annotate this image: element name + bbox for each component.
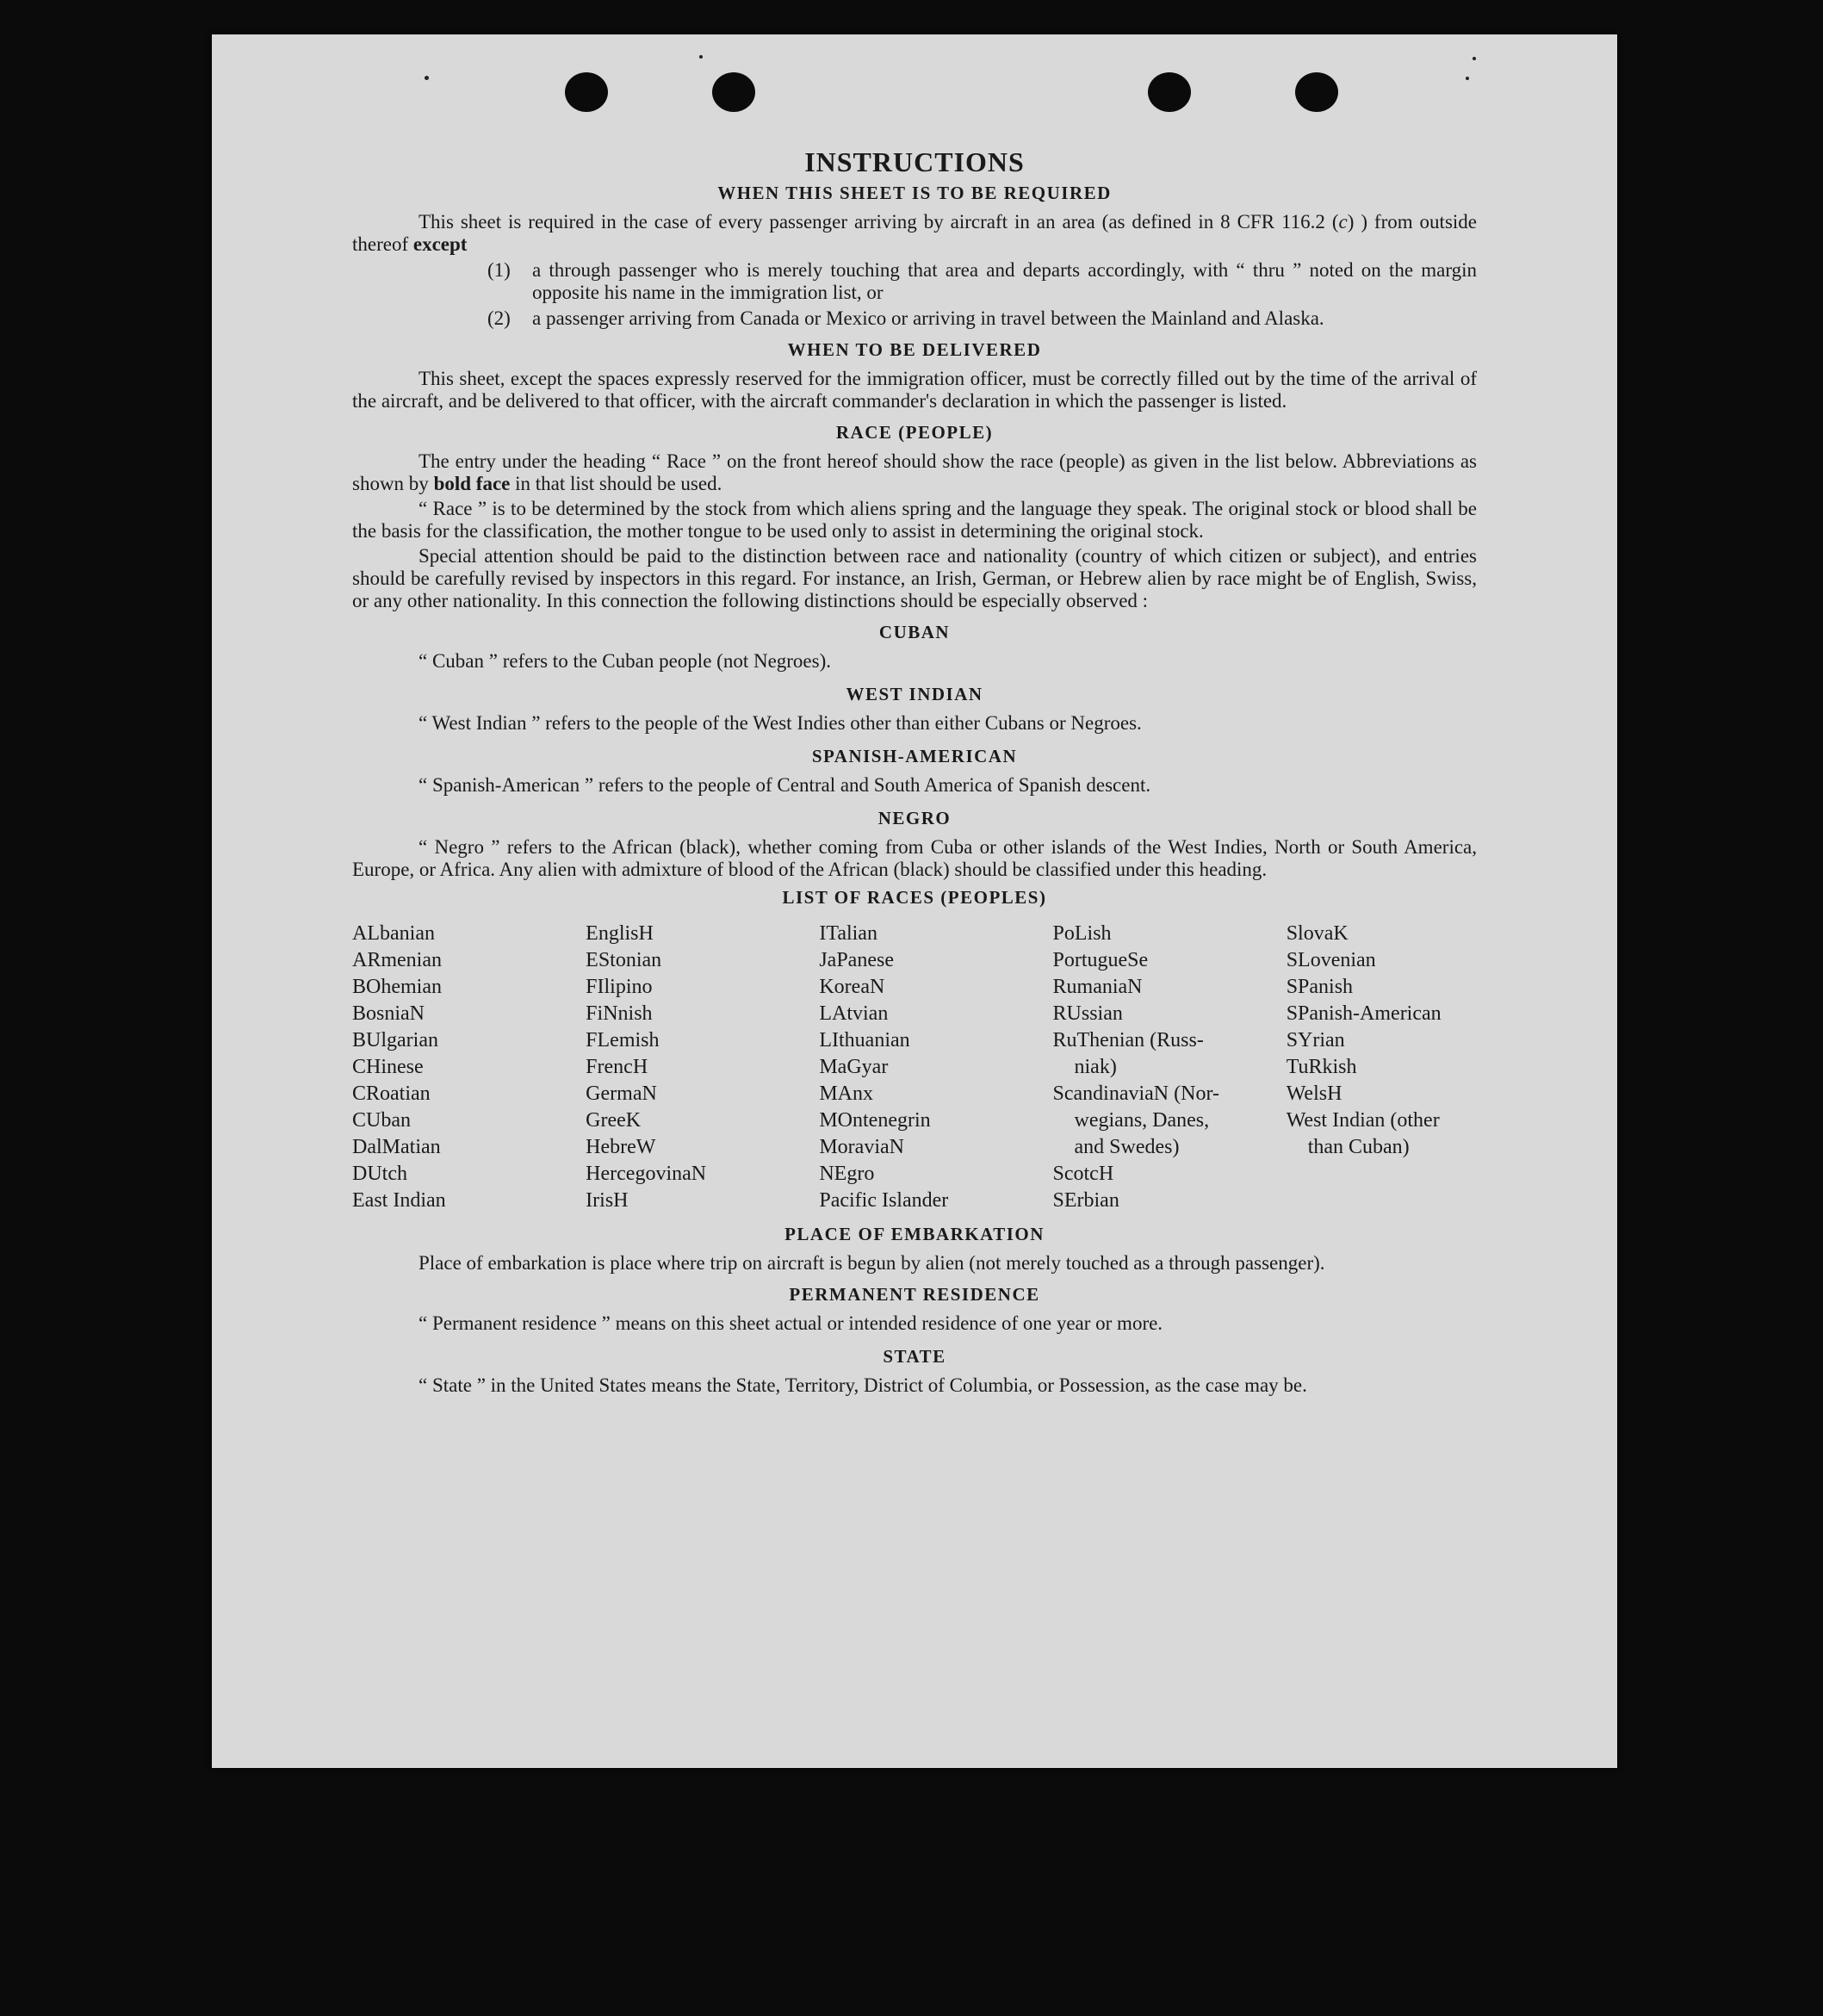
race-entry: ScotcH xyxy=(1052,1163,1114,1185)
punch-hole xyxy=(1295,72,1338,112)
item-text: a through passenger who is merely touching that area and departs accordingly, with “ thru ” noted on the margin opposite his name in the immigration list, or xyxy=(532,259,1477,303)
punch-hole xyxy=(712,72,755,112)
race-entry: SYrian xyxy=(1286,1029,1345,1051)
section-heading-races-list: LIST OF RACES (PEOPLES) xyxy=(782,887,1047,908)
page-title: INSTRUCTIONS xyxy=(804,146,1025,177)
race-entry-continued: niak) xyxy=(1074,1056,1117,1078)
race-entry: West Indian (other xyxy=(1286,1109,1440,1132)
race-entry: EStonian xyxy=(586,949,662,971)
section-heading-residence: PERMANENT RESIDENCE xyxy=(789,1284,1040,1305)
race-entry: RUssian xyxy=(1052,1002,1123,1025)
race-entry: BUlgarian xyxy=(352,1029,438,1051)
race-entry: HebreW xyxy=(586,1136,656,1158)
race-paragraph-3: Special attention should be paid to the distinction between race and nationality (country of which citizen or subject), and entries should be carefully revised by inspectors in this regard. For instance, an Irish, German, or Hebrew alien by race might be of English, Swiss, or any other nationality. In this connection the following distinctions should be especially observed : xyxy=(352,545,1477,611)
punch-hole xyxy=(565,72,608,112)
required-intro: This sheet is required in the case of every passenger arriving by aircraft in an area (as defined in 8 CFR 116.2 (c) ) from outside thereof except xyxy=(352,211,1477,255)
race-entry: SPanish-American xyxy=(1286,1002,1442,1025)
race-entry: ScandinaviaN (Nor- xyxy=(1052,1082,1219,1105)
race-entry: SPanish xyxy=(1286,976,1354,998)
races-column xyxy=(819,921,1052,1214)
race-entry: FiNnish xyxy=(586,1002,653,1025)
scan-speck xyxy=(425,76,429,80)
section-heading-spanish-american: SPANISH-AMERICAN xyxy=(811,746,1018,766)
race-entry: Pacific Islander xyxy=(819,1189,949,1212)
race-entry: TuRkish xyxy=(1286,1056,1357,1078)
section-heading-delivered: WHEN TO BE DELIVERED xyxy=(787,339,1042,360)
race-entry: CHinese xyxy=(352,1056,424,1078)
section-heading-race: RACE (PEOPLE) xyxy=(835,422,994,443)
item-number: (1) xyxy=(487,259,511,281)
race-entry: RumaniaN xyxy=(1052,976,1143,998)
races-column xyxy=(1287,921,1477,1214)
race-entry: SlovaK xyxy=(1286,922,1349,945)
race-entry: WelsH xyxy=(1286,1082,1342,1105)
race-paragraph-2: “ Race ” is to be determined by the stock from which aliens spring and the language they speak. The original stock or blood shall be the basis for the classification, the mother tongue to be used only to assist in determining the original stock. xyxy=(352,498,1477,542)
section-heading-cuban: CUBAN xyxy=(878,622,951,642)
races-column xyxy=(586,921,819,1214)
race-entry: HercegovinaN xyxy=(586,1163,707,1185)
races-list xyxy=(352,921,1477,1214)
scan-speck xyxy=(1466,77,1469,80)
negro-definition: “ Negro ” refers to the African (black), whether coming from Cuba or other islands of the West Indies, North or South America, Europe, or Africa. Any alien with admixture of blood of the African (black) should be classified under this heading. xyxy=(352,836,1477,880)
cuban-definition: “ Cuban ” refers to the Cuban people (not Negroes). xyxy=(419,650,832,672)
race-entry: NEgro xyxy=(819,1163,875,1185)
race-entry: EnglisH xyxy=(586,922,654,945)
race-entry: LIthuanian xyxy=(819,1029,910,1051)
race-entry: East Indian xyxy=(352,1189,446,1212)
race-entry: JaPanese xyxy=(819,949,894,971)
race-paragraph-1: The entry under the heading “ Race ” on the front hereof should show the race (people) as given in the list below. Abbreviations as shown by bold face in that list should be used. xyxy=(352,450,1477,494)
race-entry: CUban xyxy=(352,1109,411,1132)
race-entry: FLemish xyxy=(586,1029,660,1051)
scan-speck xyxy=(1473,57,1476,60)
punch-hole xyxy=(1148,72,1191,112)
item-number: (2) xyxy=(487,307,511,329)
embarkation-definition: Place of embarkation is place where trip on aircraft is begun by alien (not merely touched as a through passenger). xyxy=(419,1252,1325,1274)
residence-definition: “ Permanent residence ” means on this sheet actual or intended residence of one year or more. xyxy=(419,1312,1163,1334)
race-entry: SLovenian xyxy=(1286,949,1376,971)
race-entry-continued: than Cuban) xyxy=(1307,1136,1410,1158)
race-entry: IrisH xyxy=(586,1189,629,1212)
section-heading-state: STATE xyxy=(883,1346,946,1367)
race-entry: FrencH xyxy=(586,1056,648,1078)
delivered-text: This sheet, except the spaces expressly reserved for the immigration officer, must be correctly filled out by the time of the arrival of the aircraft, and be delivered to that officer, with the aircraft commander's declaration in which the passenger is listed. xyxy=(352,368,1477,412)
spanish-american-definition: “ Spanish-American ” refers to the people of Central and South America of Spanish descent. xyxy=(419,774,1151,796)
race-entry: MOntenegrin xyxy=(819,1109,931,1132)
exception-item xyxy=(487,307,1477,330)
race-entry: MAnx xyxy=(819,1082,874,1105)
exception-item xyxy=(487,259,1477,304)
section-heading-negro: NEGRO xyxy=(877,808,952,828)
race-entry: PoLish xyxy=(1052,922,1112,945)
race-entry: ITalian xyxy=(819,922,877,945)
section-heading-required: WHEN THIS SHEET IS TO BE REQUIRED xyxy=(717,183,1112,203)
state-definition: “ State ” in the United States means the State, Territory, District of Columbia, or Possession, as the case may be. xyxy=(419,1374,1307,1396)
race-entry: ARmenian xyxy=(352,949,442,971)
race-entry: FIlipino xyxy=(586,976,653,998)
race-entry: BOhemian xyxy=(352,976,442,998)
race-entry-continued: and Swedes) xyxy=(1074,1136,1180,1158)
section-heading-embarkation: PLACE OF EMBARKATION xyxy=(784,1224,1045,1244)
race-entry: DUtch xyxy=(352,1163,407,1185)
scan-speck xyxy=(699,55,703,59)
race-entry: MaGyar xyxy=(819,1056,889,1078)
instructions-content xyxy=(352,146,1477,1399)
race-entry: BosniaN xyxy=(352,1002,425,1025)
race-entry: LAtvian xyxy=(819,1002,889,1025)
race-entry: KoreaN xyxy=(819,976,885,998)
races-column xyxy=(1053,921,1287,1214)
race-entry: GreeK xyxy=(586,1109,642,1132)
race-entry: GermaN xyxy=(586,1082,657,1105)
race-entry: RuThenian (Russ- xyxy=(1052,1029,1204,1051)
race-entry: PortugueSe xyxy=(1052,949,1149,971)
section-heading-west-indian: WEST INDIAN xyxy=(846,684,983,704)
race-entry: DalMatian xyxy=(352,1136,441,1158)
item-text: a passenger arriving from Canada or Mexico or arriving in travel between the Mainland and Alaska. xyxy=(532,307,1324,329)
race-entry-continued: wegians, Danes, xyxy=(1074,1109,1210,1132)
west-indian-definition: “ West Indian ” refers to the people of the West Indies other than either Cubans or Negroes. xyxy=(419,712,1142,734)
races-column xyxy=(352,921,586,1214)
race-entry: SErbian xyxy=(1052,1189,1119,1212)
document-page xyxy=(212,34,1617,1768)
race-entry: CRoatian xyxy=(352,1082,431,1105)
race-entry: MoraviaN xyxy=(819,1136,904,1158)
race-entry: ALbanian xyxy=(352,922,435,945)
